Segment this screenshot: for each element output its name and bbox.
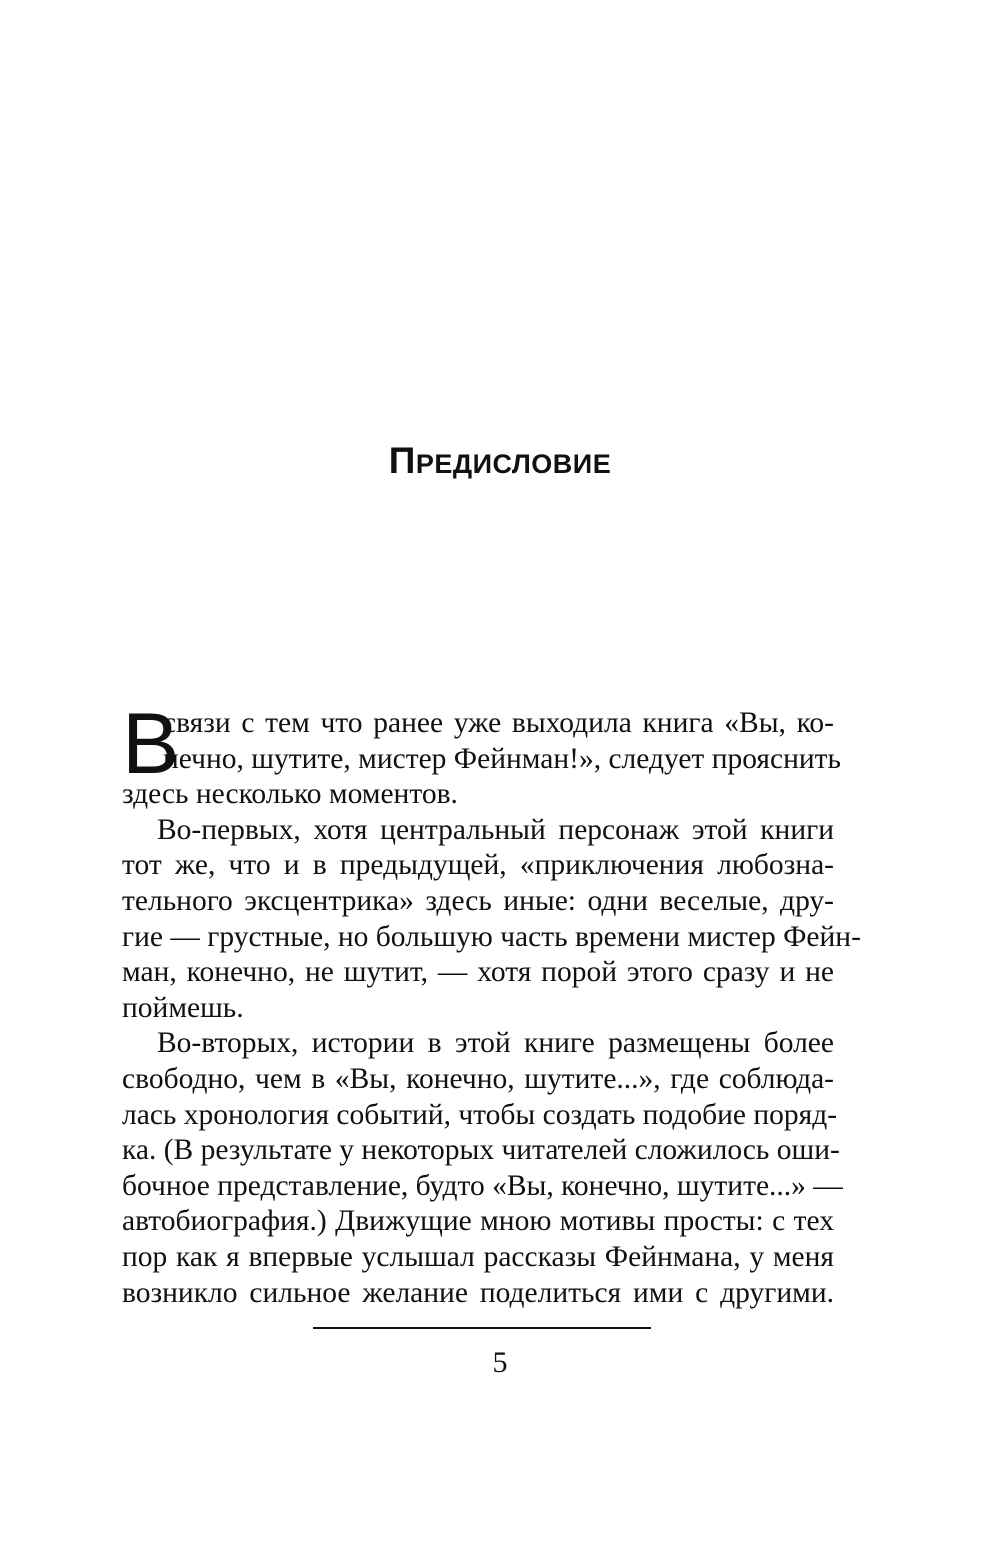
text-line: лась хронология событий, чтобы создать подобие поряд- <box>122 1098 838 1131</box>
text-line: бочное представление, будто «Вы, конечно, шутите...» — <box>122 1169 843 1202</box>
text-line: Во-вторых, истории в этой книге размещены более <box>157 1027 834 1060</box>
text-line: тот же, что и в предыдущей, «приключения любозна- <box>122 849 834 882</box>
chapter-title-initial: П <box>388 440 416 481</box>
text-line: тельного эксцентрика» здесь иные: одни веселые, дру- <box>122 884 834 917</box>
text-line: Во-первых, хотя центральный персонаж этой книги <box>157 813 834 846</box>
text-line: ка. (В результате у некоторых читателей сложилось оши- <box>122 1134 840 1167</box>
text-line: автобиография.) Движущие мною мотивы просты: с тех <box>122 1205 834 1238</box>
chapter-title-rest: РЕДИСЛОВИЕ <box>415 449 612 479</box>
text-line: поймешь. <box>122 991 244 1024</box>
text-line: связи с тем что ранее уже выходила книга «Вы, ко- <box>163 707 834 739</box>
drop-cap: В <box>122 696 180 792</box>
page-number: 5 <box>492 1346 508 1379</box>
text-line: нечно, шутите, мистер Фейнман!», следует прояснить <box>163 742 842 775</box>
text-line: здесь несколько моментов. <box>122 778 458 811</box>
text-line: ман, конечно, не шутит, — хотя порой этого сразу и не <box>122 956 834 989</box>
text-line: гие — грустные, но большую часть времени мистер Фейн- <box>122 920 861 953</box>
text-line: свободно, чем в «Вы, конечно, шутите...», где соблюда- <box>122 1062 834 1095</box>
chapter-title <box>0 440 1000 482</box>
text-line: возникло сильное желание поделиться ими с другими. <box>122 1276 834 1309</box>
text-line: пор как я впервые услышал рассказы Фейнмана, у меня <box>122 1240 834 1273</box>
preface-text <box>122 696 861 1311</box>
footer-rule <box>313 1327 651 1329</box>
